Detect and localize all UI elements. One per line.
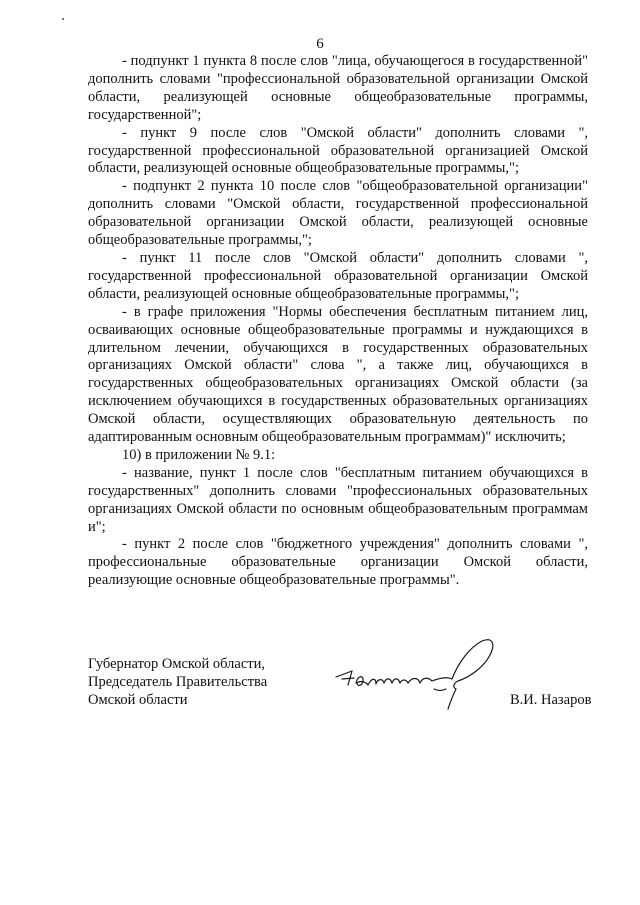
handwritten-signature [330,633,505,715]
signatory-position-line: Губернатор Омской области, [88,656,265,672]
paragraph: - пункт 11 после слов "Омской области" дополнить словами ", государственной профессиональной образовательной организации Омской области, реализующей основные общеобразовательные программы,"; [88,249,588,302]
paragraph: - название, пункт 1 после слов "бесплатным питанием обучающихся в государственных" дополнить словами "профессиональных образовательных организациях Омской области по основным общеобразовательным программам и"; [88,464,588,535]
page-number: 6 [316,36,324,52]
scan-mark [62,18,64,20]
paragraph: - пункт 2 после слов "бюджетного учреждения" дополнить словами ", профессиональные образовательные организации Омской области, реализующие основные общеобразовательные программы". [88,536,588,589]
signatory-position-line: Председатель Правительства [88,673,268,690]
signatory-position-line: Омской области [88,691,188,708]
paragraph: - подпункт 2 пункта 10 после слов "общеобразовательной организации" дополнить словами "Омской области, государственной профессиональной образовательной организации Омской области, реализующей основные общеобразовательные программы,"; [88,178,588,249]
document-body [88,53,588,590]
paragraph: - в графе приложения "Нормы обеспечения бесплатным питанием лиц, осваивающих основные общеобразовательные программы и нуждающихся в длительном лечении, обучающихся в государственных образовательных организациях Омской области" слова ", а также лиц, обучающихся в государственных общеобразовательных организациях Омской области (за исключением обучающихся в государственных образовательных организациях Омской области, осуществляющих образовательную деятельность по адаптированным основным общеобразовательным программам)" исключить; [88,303,588,446]
paragraph: 10) в приложении № 9.1: [122,446,276,463]
paragraph: - пункт 9 после слов "Омской области" дополнить словами ", государственной профессиональной образовательной организацией Омской области, реализующей основные общеобразовательные программы,"; [88,124,588,177]
paragraph: - подпункт 1 пункта 8 после слов "лица, обучающегося в государственной" дополнить словами "профессиональной образовательной организации Омской области, реализующей основные общеобразовательные программы, государственной"; [88,53,588,123]
signatory-name: В.И. Назаров [510,692,592,708]
signatory-position [88,656,267,710]
